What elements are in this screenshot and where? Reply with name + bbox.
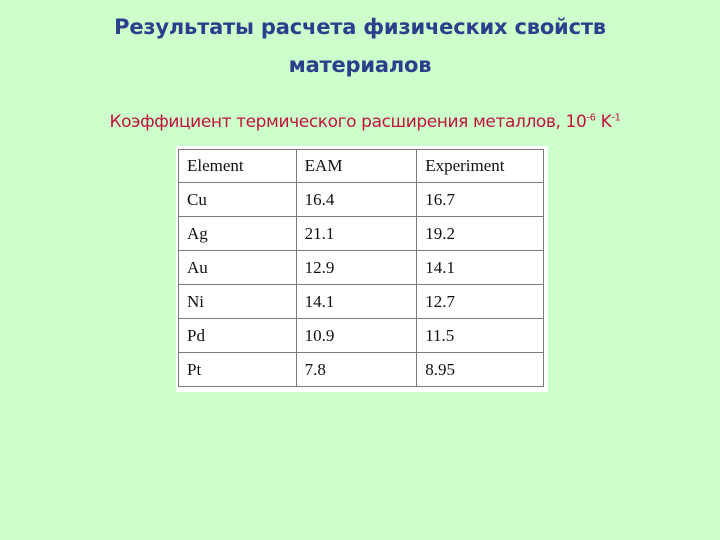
table-row (179, 217, 544, 251)
exponent-2: -1 (611, 112, 621, 124)
cell-element: Ni (179, 285, 297, 319)
table-row (179, 319, 544, 353)
cell-experiment: 12.7 (417, 285, 544, 319)
cell-eam: 10.9 (296, 319, 417, 353)
table-header-row (179, 150, 544, 183)
data-table (178, 149, 544, 387)
header-experiment: Experiment (417, 150, 544, 183)
slide-title (0, 8, 720, 84)
cell-eam: 16.4 (296, 183, 417, 217)
table-row (179, 353, 544, 387)
cell-experiment: 16.7 (417, 183, 544, 217)
cell-eam: 7.8 (296, 353, 417, 387)
table-row (179, 251, 544, 285)
cell-experiment: 19.2 (417, 217, 544, 251)
unit-text: K (595, 112, 612, 132)
slide-title-line-1: Результаты расчета физических свойств (114, 15, 606, 39)
cell-eam: 12.9 (296, 251, 417, 285)
table-row (179, 183, 544, 217)
cell-element: Au (179, 251, 297, 285)
slide-title-line-2: материалов (288, 53, 432, 77)
cell-experiment: 14.1 (417, 251, 544, 285)
table-row (179, 285, 544, 319)
cell-element: Cu (179, 183, 297, 217)
table-caption (0, 112, 720, 132)
table-edge-strip (544, 146, 548, 354)
cell-experiment: 8.95 (417, 353, 544, 387)
cell-eam: 21.1 (296, 217, 417, 251)
cell-experiment: 11.5 (417, 319, 544, 353)
table-image (176, 146, 548, 392)
cell-element: Pt (179, 353, 297, 387)
cell-eam: 14.1 (296, 285, 417, 319)
exponent-1: -6 (586, 112, 596, 124)
cell-element: Pd (179, 319, 297, 353)
header-eam: EAM (296, 150, 417, 183)
table-caption-text: Коэффициент термического расширения металлов, 10 (109, 112, 587, 132)
cell-element: Ag (179, 217, 297, 251)
header-element: Element (179, 150, 297, 183)
